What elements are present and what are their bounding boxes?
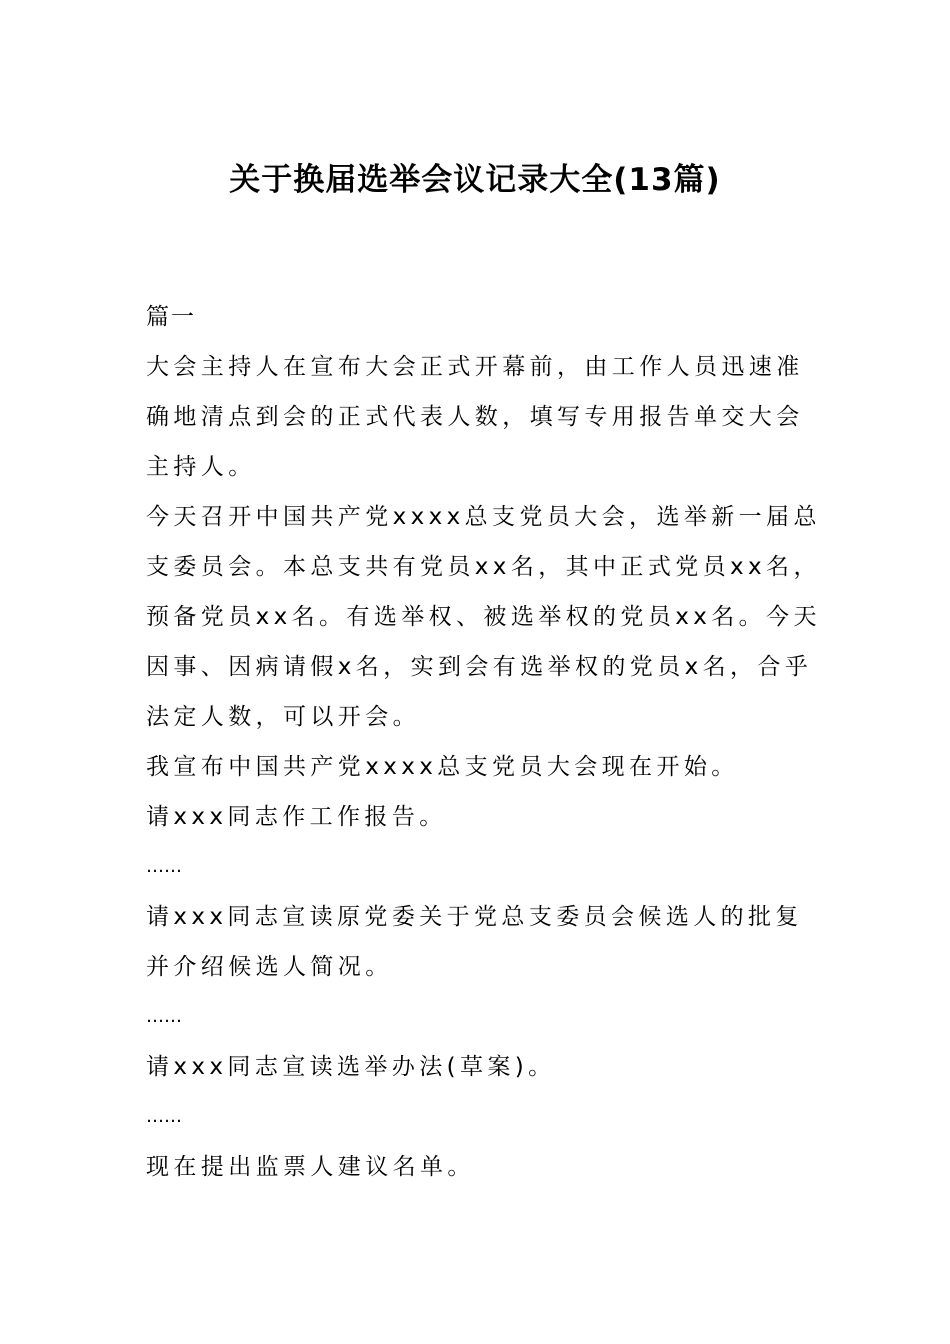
document-title: 关于换届选举会议记录大全(13篇) [229, 162, 721, 198]
ellipsis-line: …… [146, 1106, 182, 1127]
paragraph-meeting-opening: 今天召开中国共产党xxxx总支党员大会，选举新一届总支委员会。本总支共有党员xx名，其中正式党员xx名，预备党员xx名。有选举权、被选举权的党员xx名。今天因事、因病请假x名，实到会有选举权的党员x名，合乎法定人数，可以开会。 [146, 504, 821, 730]
paragraph-work-report: 请xxx同志作工作报告。 [146, 804, 447, 830]
paragraph-host-instructions: 大会主持人在宣布大会正式开幕前，由工作人员迅速准确地清点到会的正式代表人数，填写专用报告单交大会主持人。 [146, 354, 804, 480]
section-heading: 篇一 [146, 304, 196, 330]
ellipsis-line: …… [146, 856, 182, 877]
document-body [146, 292, 826, 1192]
ellipsis-line: …… [146, 1006, 182, 1027]
paragraph-scrutineer-list: 现在提出监票人建议名单。 [146, 1154, 475, 1180]
paragraph-announce-start: 我宣布中国共产党xxxx总支党员大会现在开始。 [146, 754, 739, 780]
paragraph-election-method: 请xxx同志宣读选举办法(草案)。 [146, 1054, 556, 1080]
paragraph-candidate-approval: 请xxx同志宣读原党委关于党总支委员会候选人的批复并介绍候选人简况。 [146, 904, 803, 980]
